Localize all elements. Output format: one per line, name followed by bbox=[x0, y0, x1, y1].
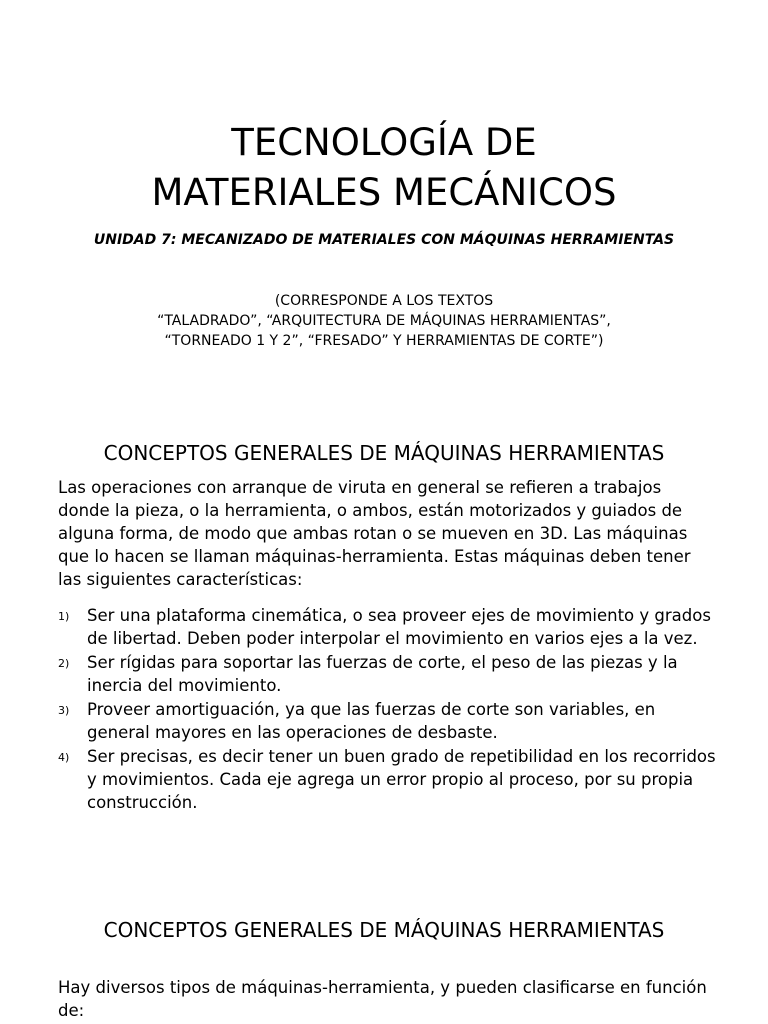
note-line-2: “TALADRADO”, “ARQUITECTURA DE MÁQUINAS HERRAMIENTAS”, bbox=[157, 313, 611, 329]
list-item bbox=[58, 698, 718, 744]
list-item-text: Proveer amortiguación, ya que las fuerzas de corte son variables, en general mayores en las operaciones de desbaste. bbox=[87, 700, 656, 742]
machine-types-slide bbox=[0, 896, 768, 1024]
list-item-text: Ser rígidas para soportar las fuerzas de corte, el peso de las piezas y la inercia del movimiento. bbox=[87, 653, 678, 695]
intro-paragraph: Hay diversos tipos de máquinas-herramienta, y pueden clasificarse en función de: bbox=[58, 978, 707, 1020]
section-heading: CONCEPTOS GENERALES DE MÁQUINAS HERRAMIENTAS bbox=[103, 918, 665, 942]
section-heading: CONCEPTOS GENERALES DE MÁQUINAS HERRAMIENTAS bbox=[103, 441, 665, 465]
list-item bbox=[58, 651, 718, 697]
list-item-number: 1) bbox=[58, 610, 70, 623]
title-line-2: MATERIALES MECÁNICOS bbox=[151, 171, 617, 214]
unit-subtitle: UNIDAD 7: MECANIZADO DE MATERIALES CON MÁQUINAS HERRAMIENTAS bbox=[93, 232, 675, 248]
list-item-text: Ser una plataforma cinemática, o sea proveer ejes de movimiento y grados de libertad. Deben poder interpolar el movimiento en varios ejes a la vez. bbox=[87, 606, 711, 648]
list-item bbox=[58, 745, 718, 814]
reference-note bbox=[80, 291, 688, 351]
note-line-1: (CORRESPONDE A LOS TEXTOS bbox=[274, 293, 494, 309]
title-line-1: TECNOLOGÍA DE bbox=[231, 121, 537, 164]
list-item-number: 2) bbox=[58, 657, 70, 670]
list-item-number: 4) bbox=[58, 751, 70, 764]
title-slide bbox=[0, 0, 768, 418]
characteristics-list bbox=[58, 604, 718, 815]
list-item-text: Ser precisas, es decir tener un buen grado de repetibilidad en los recorridos y movimientos. Cada eje agrega un error propio al proceso, por su propia construcción. bbox=[87, 747, 716, 812]
list-item bbox=[58, 604, 718, 650]
intro-paragraph: Las operaciones con arranque de viruta en general se refieren a trabajos donde la pieza, o la herramienta, o ambos, están motorizados y guiados de alguna forma, de modo que ambas rotan o se mueven en 3D. Las máquinas que lo hacen se llaman máquinas-herramienta. Estas máquinas deben tener las siguientes características: bbox=[58, 478, 691, 589]
note-line-3: “TORNEADO 1 Y 2”, “FRESADO” Y HERRAMIENTAS DE CORTE”) bbox=[164, 333, 604, 349]
general-concepts-slide bbox=[0, 418, 768, 896]
document-title bbox=[0, 118, 768, 218]
list-item-number: 3) bbox=[58, 704, 70, 717]
